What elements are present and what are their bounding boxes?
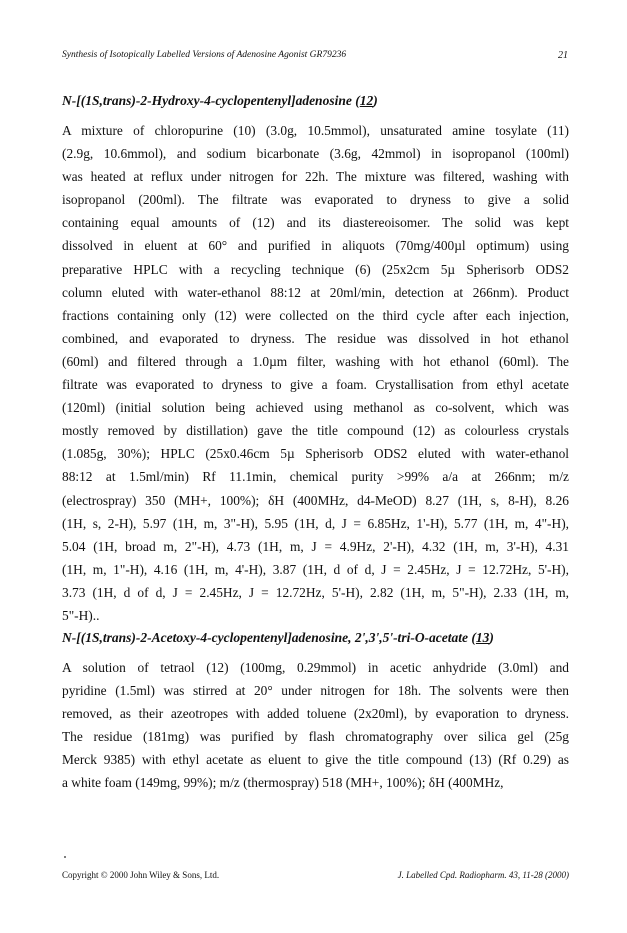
heading-close: ) <box>373 93 378 108</box>
text-line: Merck 9385) with ethyl acetate as eluent to give the title compound (13) (Rf 0.29) as <box>62 752 569 768</box>
heading-text: N-[(1S,trans)-2-Hydroxy-4-cyclopentenyl]adenosine ( <box>62 93 360 108</box>
text-line: was heated at reflux under nitrogen for 22h. The mixture was filtered, washing with <box>62 169 569 185</box>
text-line: (60ml) and filtered through a 1.0µm filter, washing with hot ethanol (60ml). The <box>62 353 569 369</box>
text-line: (1.085g, 30%); HPLC (25x0.46cm 5µ Spherisorb ODS2 eluted with water-ethanol <box>62 446 569 462</box>
page-footer <box>62 870 569 884</box>
heading-compound-number: 12 <box>359 93 374 108</box>
text-line: removed, as their azeotropes with added toluene (2x20ml), by evaporation to dryness. <box>62 706 569 722</box>
text-line: filtrate was evaporated to dryness to give a foam. Crystallisation from ethyl acetate <box>62 377 569 393</box>
text-line: combined, and evaporated to dryness. The residue was dissolved in hot ethanol <box>62 330 569 346</box>
text-line: 3.73 (1H, d of d, J = 2.45Hz, J = 12.72Hz, 5'-H), 2.82 (1H, m, 5"-H), 2.33 (1H, m, <box>62 584 569 600</box>
running-head-title: Synthesis of Isotopically Labelled Versions of Adenosine Agonist GR79236 <box>62 50 347 60</box>
section-heading-compound-13 <box>62 630 494 646</box>
text-line: (1H, m, 1"-H), 4.16 (1H, m, 4'-H), 3.87 (1H, d of d, J = 2.45Hz, J = 12.72Hz, 5'-H), <box>62 561 569 577</box>
journal-citation: J. Labelled Cpd. Radiopharm. 43, 11-28 (2000) <box>397 870 569 880</box>
text-line: preparative HPLC with a recycling technique (6) (25x2cm 5µ Spherisorb ODS2 <box>62 261 569 277</box>
text-line: isopropanol (200ml). The filtrate was evaporated to dryness to give a solid <box>62 192 569 208</box>
text-line: fractions containing only (12) were collected on the third cycle after each injection, <box>62 307 569 323</box>
text-line: A mixture of chloropurine (10) (3.0g, 10.5mmol), unsaturated amine tosylate (11) <box>62 123 569 138</box>
text-line: mostly removed by distillation) gave the title compound (12) as colourless crystals <box>62 423 569 439</box>
text-line: dissolved in eluent at 60° and purified in aliquots (70mg/400µl optimum) using <box>62 238 569 254</box>
section-heading-compound-12 <box>62 93 378 109</box>
page-number: 21 <box>558 50 568 61</box>
text-line: column eluted with water-ethanol 88:12 at 20ml/min, detection at 266nm). Product <box>62 284 569 300</box>
text-line: pyridine (1.5ml) was stirred at 20° under nitrogen for 18h. The solvents were then <box>62 683 569 699</box>
text-line: containing equal amounts of (12) and its diastereoisomer. The solid was kept <box>62 215 569 231</box>
text-line: (electrospray) 350 (MH+, 100%); δH (400MHz, d4-MeOD) 8.27 (1H, s, 8-H), 8.26 <box>62 492 569 508</box>
text-line: (2.9g, 10.6mmol), and sodium bicarbonate (3.6g, 42mmol) in isopropanol (100ml) <box>62 146 569 162</box>
text-line: 88:12 at 1.5ml/min) Rf 11.1min, chemical purity >99% a/a at 266nm; m/z <box>62 469 569 485</box>
text-line: a white foam (149mg, 99%); m/z (thermospray) 518 (MH+, 100%); δH (400MHz, <box>62 775 504 791</box>
experimental-paragraph-compound-13 <box>62 656 569 795</box>
heading-compound-number: 13 <box>475 630 490 645</box>
heading-close: ) <box>489 630 494 645</box>
heading-text: N-[(1S,trans)-2-Acetoxy-4-cyclopentenyl]adenosine, 2',3',5'-tri-O-acetate ( <box>62 630 476 645</box>
text-line: (120ml) (initial solution being achieved using methanol as co-solvent, which was <box>62 400 569 416</box>
text-line: A solution of tetraol (12) (100mg, 0.29mmol) in acetic anhydride (3.0ml) and <box>62 660 569 675</box>
experimental-paragraph-compound-12 <box>62 119 569 627</box>
text-line: (1H, s, 2-H), 5.97 (1H, m, 3"-H), 5.95 (1H, d, J = 6.85Hz, 1'-H), 5.77 (1H, m, 4"-H), <box>62 515 569 531</box>
running-head <box>62 50 568 64</box>
text-line: 5.04 (1H, broad m, 2"-H), 4.73 (1H, m, J = 4.9Hz, 2'-H), 4.32 (1H, m, 3'-H), 4.31 <box>62 538 569 554</box>
copyright-notice: Copyright © 2000 John Wiley & Sons, Ltd. <box>62 870 220 880</box>
text-line: The residue (181mg) was purified by flash chromatography over silica gel (25g <box>62 729 569 745</box>
scan-speck <box>64 856 66 858</box>
text-line: 5"-H).. <box>62 607 100 623</box>
